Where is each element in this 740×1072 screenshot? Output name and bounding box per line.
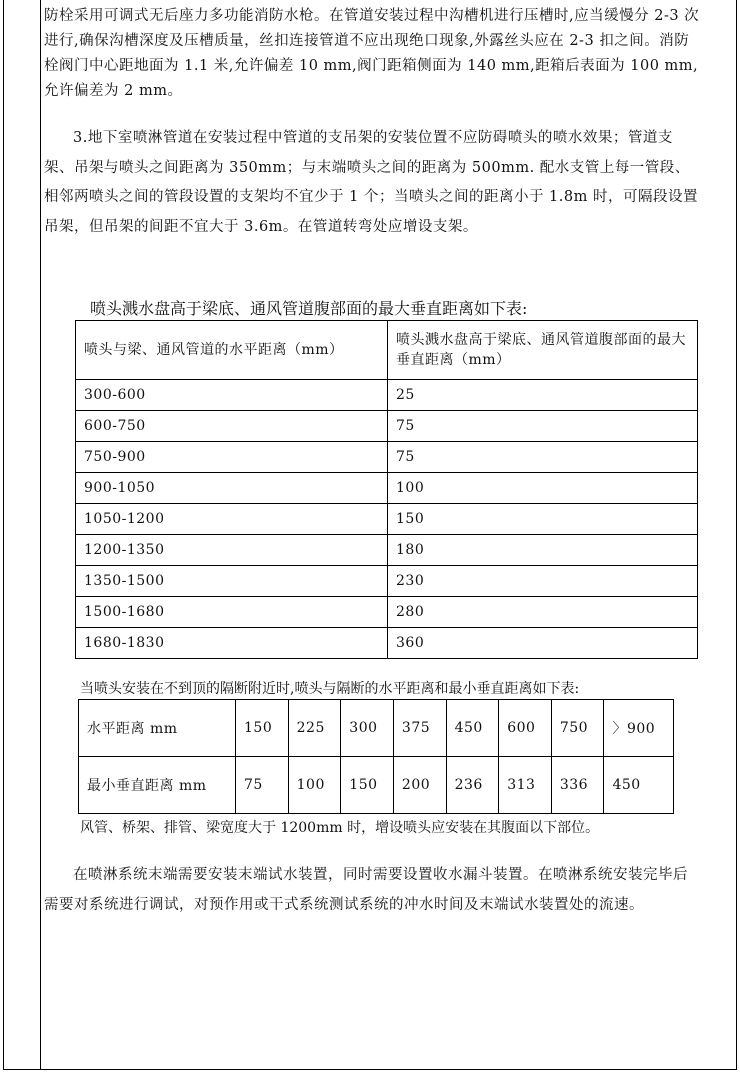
table-cell: 200 <box>393 757 446 814</box>
table-cell: 150 <box>236 700 289 757</box>
table-cell: 150 <box>341 757 394 814</box>
table1-caption: 喷头溅水盘高于梁底、通风管道腹部面的最大垂直距离如下表: <box>90 299 528 318</box>
table-cell: 225 <box>288 700 341 757</box>
table-cell: 900-1050 <box>76 473 388 504</box>
table-cell: 75 <box>388 442 698 473</box>
table-cell: 600 <box>499 700 552 757</box>
table-row <box>79 757 674 814</box>
table-row <box>76 628 698 659</box>
table-row <box>76 411 698 442</box>
table-cell: 600-750 <box>76 411 388 442</box>
partition-distance-table <box>78 699 674 814</box>
row-label: 最小垂直距离 mm <box>79 757 236 814</box>
table-cell: 450 <box>604 757 674 814</box>
table-cell: 1050-1200 <box>76 504 388 535</box>
table-cell: 280 <box>388 597 698 628</box>
table-header-cell: 喷头溅水盘高于梁底、通风管道腹部面的最大垂直距离（mm） <box>388 321 698 380</box>
table-row <box>76 566 698 597</box>
table-cell: 1680-1830 <box>76 628 388 659</box>
paragraph-hydrant: 防栓采用可调式无后座力多功能消防水枪。在管道安装过程中沟槽机进行压槽时,应当缓慢分 2-3 次进行,确保沟槽深度及压槽质量，丝扣连接管道不应出现绝口现象,外露丝头应在 2-3 扣之间。消防栓阀门中心距地面为 1.1 米,允许偏差 10 mm,阀门距箱侧面为 140 mm,距箱后表面为 100 mm,允许偏差为 2 mm。 <box>44 8 700 99</box>
table-cell: 450 <box>446 700 499 757</box>
table-cell: 236 <box>446 757 499 814</box>
table-cell: 1500-1680 <box>76 597 388 628</box>
margin-rule <box>40 0 41 1070</box>
table2-caption: 当喷头安装在不到顶的隔断附近时,喷头与隔断的水平距离和最小垂直距离如下表: <box>80 681 580 697</box>
table-row <box>76 380 698 411</box>
table-cell: 360 <box>388 628 698 659</box>
table-cell: 313 <box>499 757 552 814</box>
table-header-cell: 喷头与梁、通风管道的水平距离（mm） <box>76 321 388 380</box>
table-cell: 336 <box>551 757 604 814</box>
table-cell: 75 <box>388 411 698 442</box>
table-cell: 230 <box>388 566 698 597</box>
table-cell: 〉900 <box>604 700 674 757</box>
paragraph-test-device: 在喷淋系统末端需要安装末端试水装置，同时需要设置收水漏斗装置。在喷淋系统安装完毕后需要对系统进行调试，对预作用或干式系统测试系统的冲水时间及末端试水装置处的流速。 <box>44 867 688 913</box>
table-row <box>79 700 674 757</box>
table-cell: 100 <box>388 473 698 504</box>
table-row <box>76 504 698 535</box>
table-cell: 25 <box>388 380 698 411</box>
note-wide-ducts: 风管、桥架、排管、梁宽度大于 1200mm 时，增设喷头应安装在其腹面以下部位。 <box>80 820 600 836</box>
table-cell: 1200-1350 <box>76 535 388 566</box>
table-row <box>76 442 698 473</box>
row-label: 水平距离 mm <box>79 700 236 757</box>
table-header-row <box>76 321 698 380</box>
beam-distance-table <box>75 320 698 659</box>
table-cell: 1350-1500 <box>76 566 388 597</box>
table-cell: 75 <box>236 757 289 814</box>
table-row <box>76 597 698 628</box>
table-cell: 300 <box>341 700 394 757</box>
table-cell: 180 <box>388 535 698 566</box>
table-cell: 750 <box>551 700 604 757</box>
table-cell: 300-600 <box>76 380 388 411</box>
table-cell: 150 <box>388 504 698 535</box>
table-row <box>76 535 698 566</box>
table-cell: 375 <box>393 700 446 757</box>
table-cell: 750-900 <box>76 442 388 473</box>
paragraph-sprinkler-supports: 3.地下室喷淋管道在安装过程中管道的支吊架的安装位置不应防碍喷头的喷水效果；管道支架、吊架与喷头之间距离为 350mm；与末端喷头之间的距离为 500mm. 配水支管上每一管段、相邻两喷头之间的管段设置的支架均不宜少于 1 个；当喷头之间的距离小于 1.8m 时，可隔段设置吊架，但吊架的间距不宜大于 3.6m。在管道转弯处应增设支架。 <box>44 130 698 235</box>
table-row <box>76 473 698 504</box>
table-cell: 100 <box>288 757 341 814</box>
